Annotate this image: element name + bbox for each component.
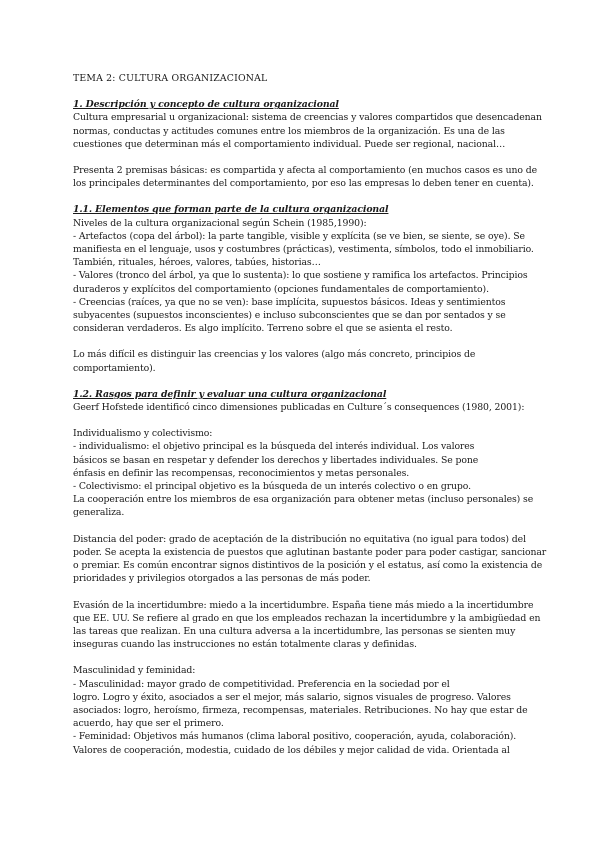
text-line: subyacentes (supuestos inconscientes) e incluso subconscientes que se dan por sentados y se: [73, 310, 506, 322]
section-heading-1-1: 1.1. Elementos que forman parte de la cultura organizacional: [73, 204, 389, 216]
paragraph: [73, 164, 537, 190]
text-line: Geerf Hofstede identificó cinco dimensiones publicadas en Culture´s consequences (1980, 2001):: [73, 402, 525, 414]
text-line: manifiesta en el lenguaje, usos y costumbres (prácticas), vestimenta, símbolos, todo el inmobiliario.: [73, 244, 534, 256]
text-line: - Colectivismo: el principal objetivo es la búsqueda de un interés colectivo o en grupo.: [73, 481, 471, 493]
section-heading-1-2: 1.2. Rasgos para definir y evaluar una cultura organizacional: [73, 388, 387, 400]
text-line: Valores de cooperación, modestia, cuidado de los débiles y mejor calidad de vida. Orientada al: [73, 744, 510, 756]
text-line: - individualismo: el objetivo principal es la búsqueda del interés individual. Los valores: [73, 441, 475, 453]
text-line: - Creencias (raíces, ya que no se ven): base implícita, supuestos básicos. Ideas y sentimientos: [73, 296, 506, 308]
document-page: [73, 72, 547, 757]
text-line: básicos se basan en respetar y defender los derechos y libertades individuales. Se pone: [73, 454, 479, 466]
text-line: Evasión de la incertidumbre: miedo a la incertidumbre. España tiene más miedo a la incertidumbre: [73, 599, 534, 611]
text-line: énfasis en definir las recompensas, reconocimientos y metas personales.: [73, 467, 410, 479]
text-line: consideran verdaderos. Es algo implícito. Terreno sobre el que se asienta el resto.: [73, 323, 453, 335]
text-line: - Feminidad: Objetivos más humanos (clima laboral positivo, cooperación, ayuda, colaboración).: [73, 731, 517, 743]
document-title: TEMA 2: CULTURA ORGANIZACIONAL: [73, 73, 268, 84]
paragraph: [73, 217, 534, 336]
text-line: las tareas que realizan. En una cultura adversa a la incertidumbre, las personas se sienten muy: [73, 625, 516, 637]
text-line: prioridades y privilegios otorgados a las personas de más poder.: [73, 573, 371, 585]
text-line: asociados: logro, heroísmo, firmeza, recompensas, materiales. Retribuciones. No hay que estar de: [73, 704, 528, 716]
text-line: los principales determinantes del comportamiento, por eso las empresas lo deben tener en cuenta).: [73, 178, 534, 190]
text-line: inseguras cuando las instrucciones no están totalmente claras y definidas.: [73, 639, 417, 651]
text-line: logro. Logro y éxito, asociados a ser el mejor, más salario, signos visuales de progreso. Valores: [73, 691, 511, 703]
text-line: que EE. UU. Se refiere al grado en que los empleados rechazan la incertidumbre y la ambigüedad en: [73, 612, 541, 624]
paragraph: [73, 599, 541, 652]
text-line: duraderos y explícitos del comportamiento (opciones fundamentales de comportamiento).: [73, 283, 489, 295]
text-line: - Artefactos (copa del árbol): la parte tangible, visible y explícita (se ve bien, se siente, se oye). Se: [73, 230, 525, 242]
paragraph: [73, 664, 528, 756]
text-line: Lo más difícil es distinguir las creencias y los valores (algo más concreto, principios de: [73, 349, 476, 361]
section-heading-1: 1. Descripción y concepto de cultura organizacional: [73, 99, 339, 111]
text-line: - Masculinidad: mayor grado de competitividad. Preferencia en la sociedad por el: [73, 678, 450, 690]
text-line: poder. Se acepta la existencia de puestos que aglutinan bastante poder para poder castigar, sancionar: [73, 546, 547, 558]
text-line: generaliza.: [73, 507, 125, 519]
paragraph: [73, 348, 528, 374]
text-line: Cultura empresarial u organizacional: sistema de creencias y valores compartidos que desencadenan: [73, 112, 542, 124]
text-line: La cooperación entre los miembros de esa organización para obtener metas (incluso personales) se: [73, 494, 534, 506]
paragraph: [73, 401, 528, 414]
text-line: acuerdo, hay que ser el primero.: [73, 718, 224, 730]
text-line: Individualismo y colectivismo:: [73, 428, 213, 440]
text-line: Masculinidad y feminidad:: [73, 665, 196, 677]
paragraph: [73, 427, 534, 519]
text-line: Distancia del poder: grado de aceptación de la distribución no equitativa (no igual para todos) del: [73, 533, 526, 545]
text-line: o premiar. Es común encontrar signos distintivos de la posición y el estatus, así como la existencia de: [73, 560, 543, 572]
paragraph: [73, 533, 547, 586]
text-line: comportamiento).: [73, 362, 156, 374]
text-line: cuestiones que determinan más el comportamiento individual. Puede ser regional, nacional…: [73, 138, 506, 150]
text-line: Presenta 2 premisas básicas: es compartida y afecta al comportamiento (en muchos casos es uno de: [73, 165, 537, 177]
text-line: Niveles de la cultura organizacional según Schein (1985,1990):: [73, 217, 367, 229]
text-line: normas, conductas y actitudes comunes entre los miembros de la organización. Es una de las: [73, 125, 505, 137]
paragraph: [73, 111, 542, 151]
text-line: - Valores (tronco del árbol, ya que lo sustenta): lo que sostiene y ramifica los artefactos. Principios: [73, 270, 528, 282]
text-line: También, rituales, héroes, valores, tabúes, historias…: [73, 257, 321, 269]
